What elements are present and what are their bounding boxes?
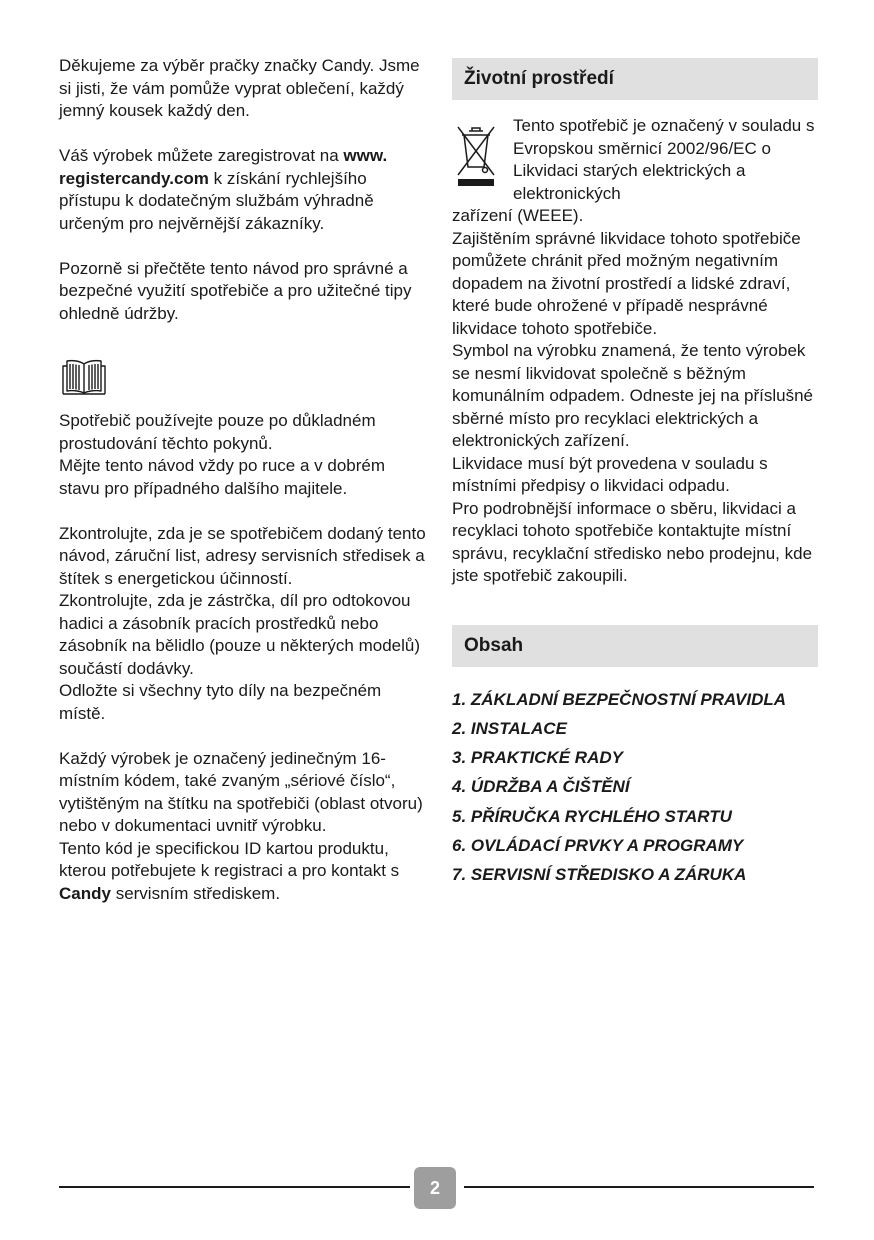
brand-name: Candy xyxy=(59,883,111,903)
intro-paragraph: Děkujeme za výběr pračky značky Candy. Jsme si jisti, že vám pomůže vyprat oblečení, každý jemný kousek každý den. xyxy=(59,56,420,120)
toc-item[interactable]: 1. ZÁKLADNÍ BEZPEČNOSTNÍ PRAVIDLA xyxy=(452,689,787,709)
crossed-out-wheelie-bin-icon xyxy=(454,123,498,187)
page-number-badge: 2 xyxy=(414,1167,456,1209)
weee-block xyxy=(452,115,818,228)
keep-manual-paragraph: Mějte tento návod vždy po ruce a v dobrém stavu pro případného dalšího majitele. xyxy=(59,456,386,498)
symbol-paragraph: Symbol na výrobku znamená, že tento výrobek se nesmí likvidovat společně s běžným komunálním odpadem. Odneste jej na příslušné sběrné místo pro recyklaci elektrických a elektronických zařízení. xyxy=(452,341,813,450)
environment-heading: Životní prostředí xyxy=(452,58,818,100)
toc-item[interactable]: 7. SERVISNÍ STŘEDISKO A ZÁRUKA xyxy=(452,865,747,885)
disposal-paragraph: Zajištěním správné likvidace tohoto spotřebiče pomůžete chránit před možným negativním dopadem na životní prostředí a lidské zdraví, které bude ohrožené v případě nesprávné likvidace tohoto spotřebiče. xyxy=(452,228,801,338)
table-of-contents xyxy=(452,685,818,890)
id-card-paragraph xyxy=(59,838,429,906)
weee-cont-line: zařízení (WEEE). xyxy=(452,206,584,225)
footer-rule-left xyxy=(59,1186,410,1188)
toc-item[interactable]: 2. INSTALACE xyxy=(452,718,567,738)
regulations-paragraph: Likvidace musí být provedena v souladu s místními předpisy o likvidaci odpadu. xyxy=(452,453,768,495)
toc-item[interactable]: 3. PRAKTICKÉ RADY xyxy=(452,748,623,768)
read-carefully-paragraph: Pozorně si přečtěte tento návod pro správné a bezpečné využití spotřebiče a pro užitečné tipy ohledně údržby. xyxy=(59,258,412,323)
registration-text-before: Váš výrobek můžete zaregistrovat na xyxy=(59,146,344,165)
contents-heading: Obsah xyxy=(452,625,818,667)
more-info-paragraph: Pro podrobnější informace o sběru, likvidaci a recyklaci tohoto spotřebiče kontaktujte místní správu, recyklační středisko nebo prodejnu, kde jste spotřebič zakoupili. xyxy=(452,498,813,585)
check-parts-paragraph: Zkontrolujte, zda je zástrčka, díl pro odtokovou hadici a zásobník pracích prostředků nebo zásobník na bělidlo (pouze u některých modelů) součástí dodávky. xyxy=(59,591,420,678)
serial-number-paragraph: Každý výrobek je označený jedinečným 16-místním kódem, také zvaným „sériové číslo“, vytištěným na štítku na spotřebiči (oblast otvoru) nebo v dokumentaci uvnitř výrobku. xyxy=(59,748,423,835)
use-only-paragraph: Spotřebič používejte pouze po důkladném prostudování těchto pokynů. xyxy=(59,411,376,453)
right-column xyxy=(452,58,818,890)
toc-item[interactable]: 4. ÚDRŽBA A ČIŠTĚNÍ xyxy=(452,777,630,797)
store-parts-paragraph: Odložte si všechny tyto díly na bezpečném místě. xyxy=(59,681,382,723)
toc-item[interactable]: 5. PŘÍRUČKA RYCHLÉHO STARTU xyxy=(452,806,732,826)
weee-intro-paragraph: Tento spotřebič je označený v souladu s Evropskou směrnicí 2002/96/EC o Likvidaci starých elektrických a elektronických xyxy=(513,116,815,203)
registration-text-after: k získání rychlejšího přístupu k dodatečným službám výhradně určeným pro nejvěrnější zákazníky. xyxy=(59,168,374,233)
left-column xyxy=(59,55,429,905)
registration-paragraph xyxy=(59,145,429,235)
footer-rule-right xyxy=(464,1186,814,1188)
toc-item[interactable]: 6. OVLÁDACÍ PRVKY A PROGRAMY xyxy=(452,835,744,855)
check-docs-paragraph: Zkontrolujte, zda je se spotřebičem dodaný tento návod, záruční list, adresy servisních středisek a štítek s energetickou účinností. xyxy=(59,523,426,588)
open-book-icon xyxy=(61,358,107,398)
registration-url: www. registercandy.com xyxy=(59,146,388,188)
id-text-after: servisním střediskem. xyxy=(110,883,281,903)
id-text-before: Tento kód je specifickou ID kartou produktu, kterou potřebujete k registraci a pro kontakt s xyxy=(59,838,400,880)
